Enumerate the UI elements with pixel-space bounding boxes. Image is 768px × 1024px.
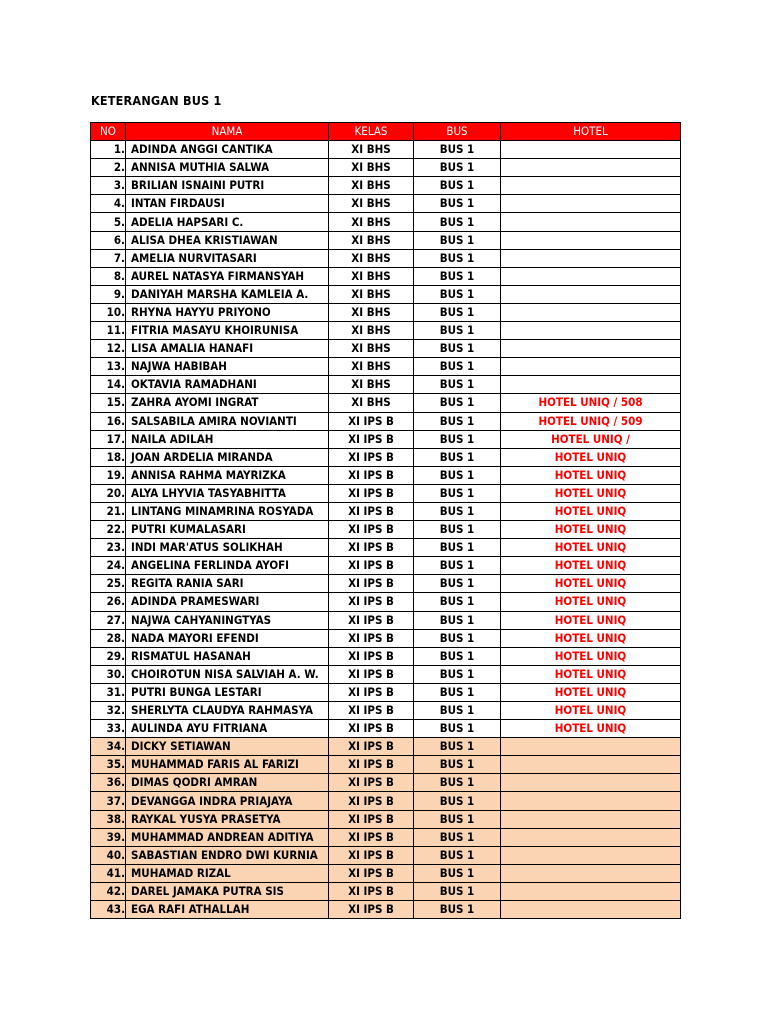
cell-kelas: XI IPS B: [329, 738, 414, 756]
cell-no: 38.: [91, 810, 126, 828]
table-row: [91, 720, 681, 738]
cell-kelas: XI IPS B: [329, 521, 414, 539]
table-row: [91, 629, 681, 647]
cell-kelas: XI IPS B: [329, 882, 414, 900]
cell-hotel: HOTEL UNIQ / 508: [501, 394, 681, 412]
cell-nama: NAJWA CAHYANINGTYAS: [126, 611, 329, 629]
cell-kelas: XI BHS: [329, 141, 414, 159]
cell-hotel: [501, 882, 681, 900]
cell-kelas: XI IPS B: [329, 502, 414, 520]
table-row: [91, 448, 681, 466]
cell-kelas: XI IPS B: [329, 774, 414, 792]
cell-kelas: XI IPS B: [329, 683, 414, 701]
cell-no: 34.: [91, 738, 126, 756]
cell-no: 17.: [91, 430, 126, 448]
cell-kelas: XI IPS B: [329, 629, 414, 647]
cell-kelas: XI IPS B: [329, 828, 414, 846]
cell-no: 41.: [91, 864, 126, 882]
cell-kelas: XI BHS: [329, 159, 414, 177]
cell-nama: INDI MAR'ATUS SOLIKHAH: [126, 539, 329, 557]
cell-bus: BUS 1: [414, 340, 501, 358]
table-row: [91, 141, 681, 159]
cell-nama: ADELIA HAPSARI C.: [126, 213, 329, 231]
cell-kelas: XI IPS B: [329, 720, 414, 738]
cell-nama: NAILA ADILAH: [126, 430, 329, 448]
cell-kelas: XI IPS B: [329, 647, 414, 665]
cell-nama: DANIYAH MARSHA KAMLEIA A.: [126, 285, 329, 303]
cell-kelas: XI BHS: [329, 285, 414, 303]
cell-nama: ALISA DHEA KRISTIAWAN: [126, 231, 329, 249]
cell-no: 23.: [91, 539, 126, 557]
cell-kelas: XI IPS B: [329, 593, 414, 611]
table-row: [91, 738, 681, 756]
cell-bus: BUS 1: [414, 141, 501, 159]
cell-no: 10.: [91, 303, 126, 321]
cell-hotel: [501, 285, 681, 303]
cell-bus: BUS 1: [414, 575, 501, 593]
cell-no: 22.: [91, 521, 126, 539]
cell-nama: JOAN ARDELIA MIRANDA: [126, 448, 329, 466]
cell-hotel: [501, 774, 681, 792]
table-row: [91, 539, 681, 557]
cell-bus: BUS 1: [414, 756, 501, 774]
table-row: [91, 430, 681, 448]
cell-nama: DICKY SETIAWAN: [126, 738, 329, 756]
cell-bus: BUS 1: [414, 213, 501, 231]
table-row: [91, 412, 681, 430]
table-row: [91, 358, 681, 376]
cell-nama: ANNISA MUTHIA SALWA: [126, 159, 329, 177]
cell-no: 31.: [91, 683, 126, 701]
cell-kelas: XI BHS: [329, 213, 414, 231]
cell-hotel: HOTEL UNIQ: [501, 593, 681, 611]
cell-bus: BUS 1: [414, 846, 501, 864]
table-row: [91, 774, 681, 792]
table-row: [91, 702, 681, 720]
cell-no: 42.: [91, 882, 126, 900]
cell-no: 5.: [91, 213, 126, 231]
cell-no: 7.: [91, 249, 126, 267]
cell-bus: BUS 1: [414, 412, 501, 430]
cell-kelas: XI BHS: [329, 376, 414, 394]
cell-bus: BUS 1: [414, 774, 501, 792]
bus-passenger-table: [90, 122, 681, 919]
table-row: [91, 303, 681, 321]
cell-nama: RAYKAL YUSYA PRASETYA: [126, 810, 329, 828]
cell-bus: BUS 1: [414, 231, 501, 249]
table-row: [91, 575, 681, 593]
cell-nama: EGA RAFI ATHALLAH: [126, 901, 329, 919]
cell-no: 30.: [91, 665, 126, 683]
table-row: [91, 901, 681, 919]
cell-no: 1.: [91, 141, 126, 159]
cell-kelas: XI IPS B: [329, 702, 414, 720]
cell-no: 12.: [91, 340, 126, 358]
cell-bus: BUS 1: [414, 448, 501, 466]
cell-no: 35.: [91, 756, 126, 774]
cell-nama: LISA AMALIA HANAFI: [126, 340, 329, 358]
cell-nama: ZAHRA AYOMI INGRAT: [126, 394, 329, 412]
cell-bus: BUS 1: [414, 177, 501, 195]
cell-no: 18.: [91, 448, 126, 466]
cell-hotel: [501, 340, 681, 358]
cell-hotel: [501, 231, 681, 249]
cell-bus: BUS 1: [414, 828, 501, 846]
cell-kelas: XI IPS B: [329, 665, 414, 683]
cell-hotel: [501, 738, 681, 756]
cell-hotel: [501, 195, 681, 213]
cell-bus: BUS 1: [414, 521, 501, 539]
cell-hotel: [501, 322, 681, 340]
cell-nama: DIMAS QODRI AMRAN: [126, 774, 329, 792]
cell-nama: AMELIA NURVITASARI: [126, 249, 329, 267]
cell-kelas: XI IPS B: [329, 575, 414, 593]
cell-bus: BUS 1: [414, 195, 501, 213]
cell-hotel: HOTEL UNIQ: [501, 466, 681, 484]
cell-bus: BUS 1: [414, 665, 501, 683]
cell-nama: DAREL JAMAKA PUTRA SIS: [126, 882, 329, 900]
cell-kelas: XI IPS B: [329, 810, 414, 828]
cell-kelas: XI BHS: [329, 231, 414, 249]
cell-kelas: XI BHS: [329, 177, 414, 195]
cell-no: 3.: [91, 177, 126, 195]
cell-kelas: XI BHS: [329, 195, 414, 213]
cell-no: 11.: [91, 322, 126, 340]
cell-no: 43.: [91, 901, 126, 919]
table-row: [91, 502, 681, 520]
cell-bus: BUS 1: [414, 466, 501, 484]
cell-nama: AUREL NATASYA FIRMANSYAH: [126, 267, 329, 285]
cell-nama: REGITA RANIA SARI: [126, 575, 329, 593]
cell-no: 26.: [91, 593, 126, 611]
table-row: [91, 159, 681, 177]
cell-hotel: [501, 267, 681, 285]
document-title: KETERANGAN BUS 1: [91, 93, 222, 108]
cell-kelas: XI IPS B: [329, 484, 414, 502]
cell-hotel: [501, 358, 681, 376]
cell-kelas: XI IPS B: [329, 864, 414, 882]
cell-bus: BUS 1: [414, 611, 501, 629]
cell-bus: BUS 1: [414, 864, 501, 882]
cell-nama: PUTRI KUMALASARI: [126, 521, 329, 539]
cell-hotel: [501, 901, 681, 919]
cell-no: 20.: [91, 484, 126, 502]
cell-nama: MUHAMMAD ANDREAN ADITIYA: [126, 828, 329, 846]
cell-nama: LINTANG MINAMRINA ROSYADA: [126, 502, 329, 520]
cell-bus: BUS 1: [414, 683, 501, 701]
cell-bus: BUS 1: [414, 303, 501, 321]
cell-bus: BUS 1: [414, 792, 501, 810]
cell-kelas: XI BHS: [329, 322, 414, 340]
header-kelas: KELAS: [329, 123, 414, 141]
cell-nama: ANNISA RAHMA MAYRIZKA: [126, 466, 329, 484]
cell-nama: RISMATUL HASANAH: [126, 647, 329, 665]
cell-nama: CHOIROTUN NISA SALVIAH A. W.: [126, 665, 329, 683]
cell-bus: BUS 1: [414, 539, 501, 557]
cell-kelas: XI IPS B: [329, 901, 414, 919]
cell-nama: MUHAMAD RIZAL: [126, 864, 329, 882]
cell-hotel: [501, 249, 681, 267]
table-row: [91, 484, 681, 502]
cell-no: 14.: [91, 376, 126, 394]
cell-hotel: HOTEL UNIQ: [501, 629, 681, 647]
cell-bus: BUS 1: [414, 702, 501, 720]
cell-no: 2.: [91, 159, 126, 177]
cell-no: 37.: [91, 792, 126, 810]
cell-hotel: HOTEL UNIQ: [501, 502, 681, 520]
cell-kelas: XI BHS: [329, 358, 414, 376]
table-row: [91, 593, 681, 611]
cell-bus: BUS 1: [414, 502, 501, 520]
table-row: [91, 828, 681, 846]
cell-nama: INTAN FIRDAUSI: [126, 195, 329, 213]
cell-hotel: [501, 213, 681, 231]
table-row: [91, 177, 681, 195]
cell-no: 40.: [91, 846, 126, 864]
cell-hotel: [501, 828, 681, 846]
cell-nama: NAJWA HABIBAH: [126, 358, 329, 376]
cell-bus: BUS 1: [414, 557, 501, 575]
table-row: [91, 267, 681, 285]
cell-hotel: HOTEL UNIQ: [501, 702, 681, 720]
cell-hotel: HOTEL UNIQ /: [501, 430, 681, 448]
cell-kelas: XI IPS B: [329, 466, 414, 484]
table-row: [91, 213, 681, 231]
cell-kelas: XI IPS B: [329, 846, 414, 864]
cell-hotel: [501, 846, 681, 864]
cell-bus: BUS 1: [414, 593, 501, 611]
cell-no: 25.: [91, 575, 126, 593]
cell-no: 36.: [91, 774, 126, 792]
table-header-row: [91, 123, 681, 141]
cell-nama: PUTRI BUNGA LESTARI: [126, 683, 329, 701]
cell-nama: NADA MAYORI EFENDI: [126, 629, 329, 647]
cell-hotel: [501, 303, 681, 321]
cell-no: 4.: [91, 195, 126, 213]
cell-kelas: XI IPS B: [329, 557, 414, 575]
cell-nama: RHYNA HAYYU PRIYONO: [126, 303, 329, 321]
cell-no: 9.: [91, 285, 126, 303]
cell-hotel: [501, 376, 681, 394]
cell-hotel: HOTEL UNIQ: [501, 521, 681, 539]
table-row: [91, 557, 681, 575]
cell-no: 8.: [91, 267, 126, 285]
cell-hotel: [501, 756, 681, 774]
header-no: NO: [91, 123, 126, 141]
cell-kelas: XI IPS B: [329, 611, 414, 629]
header-bus: BUS: [414, 123, 501, 141]
cell-nama: DEVANGGA INDRA PRIAJAYA: [126, 792, 329, 810]
cell-no: 33.: [91, 720, 126, 738]
cell-kelas: XI BHS: [329, 394, 414, 412]
table-row: [91, 683, 681, 701]
table-row: [91, 756, 681, 774]
cell-hotel: HOTEL UNIQ: [501, 539, 681, 557]
cell-bus: BUS 1: [414, 629, 501, 647]
cell-bus: BUS 1: [414, 322, 501, 340]
cell-kelas: XI IPS B: [329, 756, 414, 774]
cell-bus: BUS 1: [414, 882, 501, 900]
table-row: [91, 665, 681, 683]
cell-bus: BUS 1: [414, 484, 501, 502]
cell-bus: BUS 1: [414, 720, 501, 738]
cell-bus: BUS 1: [414, 285, 501, 303]
cell-hotel: HOTEL UNIQ: [501, 647, 681, 665]
cell-bus: BUS 1: [414, 267, 501, 285]
cell-no: 39.: [91, 828, 126, 846]
cell-no: 29.: [91, 647, 126, 665]
cell-kelas: XI BHS: [329, 267, 414, 285]
header-hotel: HOTEL: [501, 123, 681, 141]
cell-nama: SABASTIAN ENDRO DWI KURNIA: [126, 846, 329, 864]
cell-bus: BUS 1: [414, 738, 501, 756]
cell-bus: BUS 1: [414, 647, 501, 665]
cell-kelas: XI IPS B: [329, 412, 414, 430]
cell-bus: BUS 1: [414, 430, 501, 448]
cell-kelas: XI IPS B: [329, 430, 414, 448]
table-row: [91, 195, 681, 213]
table-row: [91, 792, 681, 810]
cell-kelas: XI IPS B: [329, 792, 414, 810]
header-nama: NAMA: [126, 123, 329, 141]
table-row: [91, 231, 681, 249]
cell-kelas: XI BHS: [329, 340, 414, 358]
cell-bus: BUS 1: [414, 159, 501, 177]
cell-no: 27.: [91, 611, 126, 629]
cell-nama: FITRIA MASAYU KHOIRUNISA: [126, 322, 329, 340]
table-row: [91, 864, 681, 882]
cell-no: 13.: [91, 358, 126, 376]
cell-bus: BUS 1: [414, 249, 501, 267]
cell-bus: BUS 1: [414, 376, 501, 394]
cell-nama: OKTAVIA RAMADHANI: [126, 376, 329, 394]
cell-hotel: HOTEL UNIQ: [501, 575, 681, 593]
cell-hotel: [501, 864, 681, 882]
cell-hotel: [501, 141, 681, 159]
cell-kelas: XI IPS B: [329, 539, 414, 557]
cell-hotel: [501, 810, 681, 828]
table-row: [91, 285, 681, 303]
cell-hotel: HOTEL UNIQ: [501, 484, 681, 502]
cell-nama: SALSABILA AMIRA NOVIANTI: [126, 412, 329, 430]
cell-hotel: HOTEL UNIQ / 509: [501, 412, 681, 430]
cell-hotel: HOTEL UNIQ: [501, 683, 681, 701]
table-row: [91, 340, 681, 358]
table-row: [91, 376, 681, 394]
cell-hotel: HOTEL UNIQ: [501, 665, 681, 683]
cell-hotel: [501, 792, 681, 810]
table-row: [91, 611, 681, 629]
cell-hotel: HOTEL UNIQ: [501, 611, 681, 629]
cell-nama: ADINDA PRAMESWARI: [126, 593, 329, 611]
cell-kelas: XI IPS B: [329, 448, 414, 466]
cell-bus: BUS 1: [414, 901, 501, 919]
cell-no: 19.: [91, 466, 126, 484]
cell-hotel: HOTEL UNIQ: [501, 720, 681, 738]
cell-bus: BUS 1: [414, 810, 501, 828]
cell-nama: MUHAMMAD FARIS AL FARIZI: [126, 756, 329, 774]
cell-hotel: [501, 177, 681, 195]
table-row: [91, 322, 681, 340]
table-row: [91, 466, 681, 484]
cell-no: 32.: [91, 702, 126, 720]
cell-kelas: XI BHS: [329, 249, 414, 267]
cell-nama: SHERLYTA CLAUDYA RAHMASYA: [126, 702, 329, 720]
cell-no: 24.: [91, 557, 126, 575]
cell-bus: BUS 1: [414, 394, 501, 412]
cell-bus: BUS 1: [414, 358, 501, 376]
cell-kelas: XI BHS: [329, 303, 414, 321]
cell-nama: ANGELINA FERLINDA AYOFI: [126, 557, 329, 575]
table-row: [91, 810, 681, 828]
table-row: [91, 846, 681, 864]
cell-no: 16.: [91, 412, 126, 430]
table-row: [91, 882, 681, 900]
cell-no: 15.: [91, 394, 126, 412]
cell-hotel: HOTEL UNIQ: [501, 448, 681, 466]
cell-no: 6.: [91, 231, 126, 249]
table-row: [91, 394, 681, 412]
cell-hotel: HOTEL UNIQ: [501, 557, 681, 575]
cell-nama: AULINDA AYU FITRIANA: [126, 720, 329, 738]
cell-nama: ALYA LHYVIA TASYABHITTA: [126, 484, 329, 502]
cell-no: 21.: [91, 502, 126, 520]
cell-hotel: [501, 159, 681, 177]
table-row: [91, 521, 681, 539]
cell-no: 28.: [91, 629, 126, 647]
table-body: [91, 141, 681, 919]
table-row: [91, 647, 681, 665]
cell-nama: BRILIAN ISNAINI PUTRI: [126, 177, 329, 195]
table-row: [91, 249, 681, 267]
cell-nama: ADINDA ANGGI CANTIKA: [126, 141, 329, 159]
